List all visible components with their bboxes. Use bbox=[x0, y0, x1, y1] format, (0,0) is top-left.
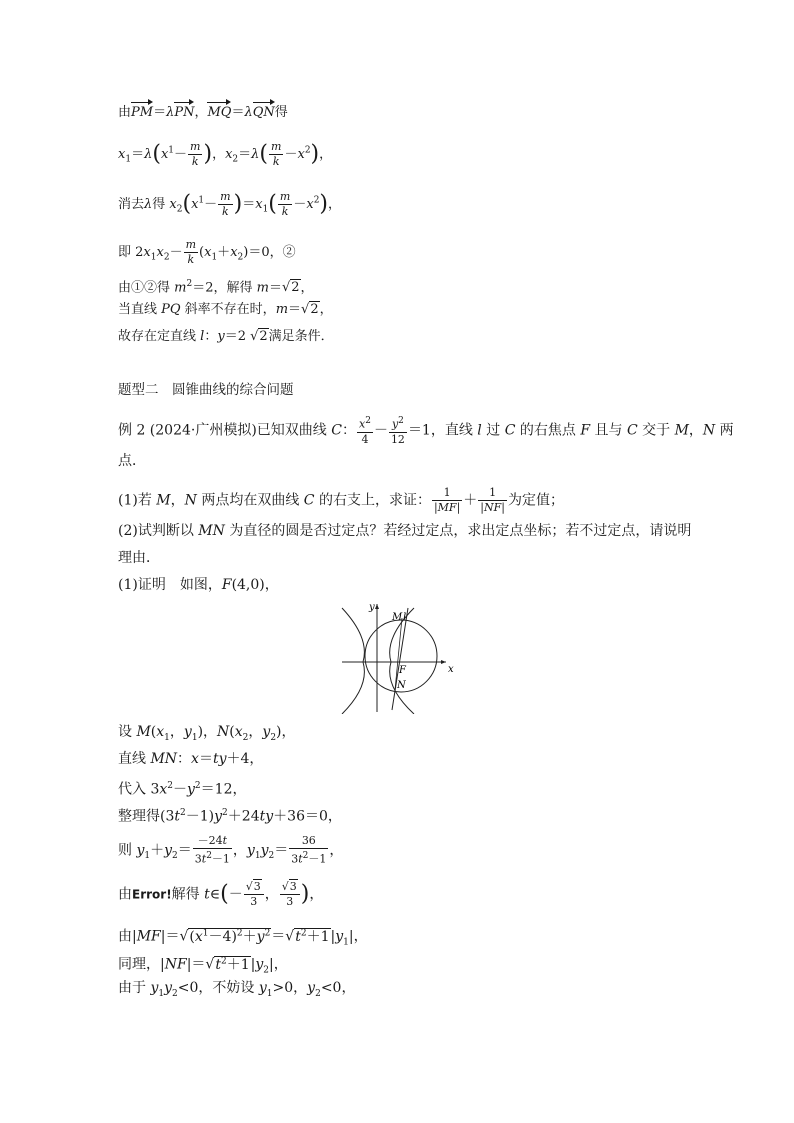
text-line-x-relations: $x_1=\lambda(x^1-$ $\frac{m}{k}$ )，$x_2=\lambda$( $\frac{m}{k}$ $-x^2$)， bbox=[118, 140, 333, 168]
solution-line-9: 由于 $y_1y_2<0$，不妨设 $y_1>0$，$y_2<0$， bbox=[118, 980, 356, 999]
section-title: 题型二 圆锥曲线的综合问题 bbox=[118, 382, 294, 398]
solution-line-7: 由$|MF|=√(x^1-4)^2+y^2=√t^2+1|y_1|$， bbox=[118, 928, 368, 948]
solution-line-8: 同理，$|NF|=√t^2+1|y_2|$， bbox=[118, 956, 288, 976]
solution-line-4: 整理得$(3t^2-1)y^2+24ty+36=0$， bbox=[118, 808, 342, 825]
solution-line-5: 则 $y_1+y_2=$ $\frac{-24t}{3t^2-1}$ ，$y_1y_2=$ $\frac{36}{3t^2-1}$ ， bbox=[118, 834, 344, 866]
hyperbola-right-branch bbox=[390, 608, 414, 714]
label-n: N bbox=[397, 680, 406, 691]
y-axis-arrow bbox=[375, 604, 379, 609]
text-line-slope-undefined: 当直线 PQ 斜率不存在时，m＝√2， bbox=[118, 302, 333, 317]
label-f: F bbox=[399, 665, 406, 676]
label-x: x bbox=[448, 664, 454, 675]
solution-line-2: 直线 MN：x＝ty＋4， bbox=[118, 751, 264, 767]
question-2-continued: 理由． bbox=[118, 550, 160, 566]
solution-line-3: 代入 $3x^2-y^2=12$， bbox=[118, 781, 247, 798]
label-m: M bbox=[392, 612, 403, 623]
line-l bbox=[392, 608, 408, 710]
example-2-continued: 点． bbox=[118, 453, 146, 469]
label-y: y bbox=[369, 602, 375, 613]
question-1: (1)若 M，N 两点均在双曲线 C 的右支上，求证： $\frac{1}{|MF|}$ ＋ $\frac{1}{|NF|}$ 为定值； bbox=[118, 486, 564, 514]
label-l: l bbox=[403, 612, 407, 623]
text-line-vectors: 由PM＝λPN，MQ＝λQN得 bbox=[118, 105, 288, 120]
example-2-statement: 例 2 (2024·广州模拟)已知双曲线 C： $\frac{x^2}{4}$ － $\frac{y^2}{12}$ ＝1，直线 l 过 C 的右焦点 F 且与 C 交于 M，N 两 bbox=[118, 416, 734, 446]
text-line-equation-2: 即 $2x_1x_2-$ $\frac{m}{k}$ $(x_1+x_2)=0$，② bbox=[118, 238, 296, 266]
hyperbola-figure bbox=[338, 598, 458, 714]
text-line-solve-m: 由①②得 $m^2=2$，解得 m＝√2， bbox=[118, 279, 314, 296]
solution-line-1: 设 $M(x_1$，$y_1$)，$N(x_2$，$y_2$)， bbox=[118, 724, 296, 743]
text-line-eliminate-lambda: 消去λ得 $x_2(x^1-$ $\frac{m}{k}$ )$=x_1$( $\frac{m}{k}$ $-x^2$)， bbox=[118, 190, 342, 218]
question-2: (2)试判断以 MN 为直径的圆是否过定点？若经过定点，求出定点坐标；若不过定点，请说明 bbox=[118, 523, 692, 539]
solution-line-6: 由Error!解得 t∈(－ $\frac{√3}{3}$ ， $\frac{√3}{3}$ )， bbox=[118, 880, 324, 908]
proof-start: (1)证明 如图，F(4,0)， bbox=[118, 577, 279, 593]
x-axis-arrow bbox=[441, 660, 446, 664]
hyperbola-left-branch bbox=[342, 608, 364, 714]
text-line-conclusion: 故存在定直线 l：y＝2 √2满足条件． bbox=[118, 329, 334, 344]
